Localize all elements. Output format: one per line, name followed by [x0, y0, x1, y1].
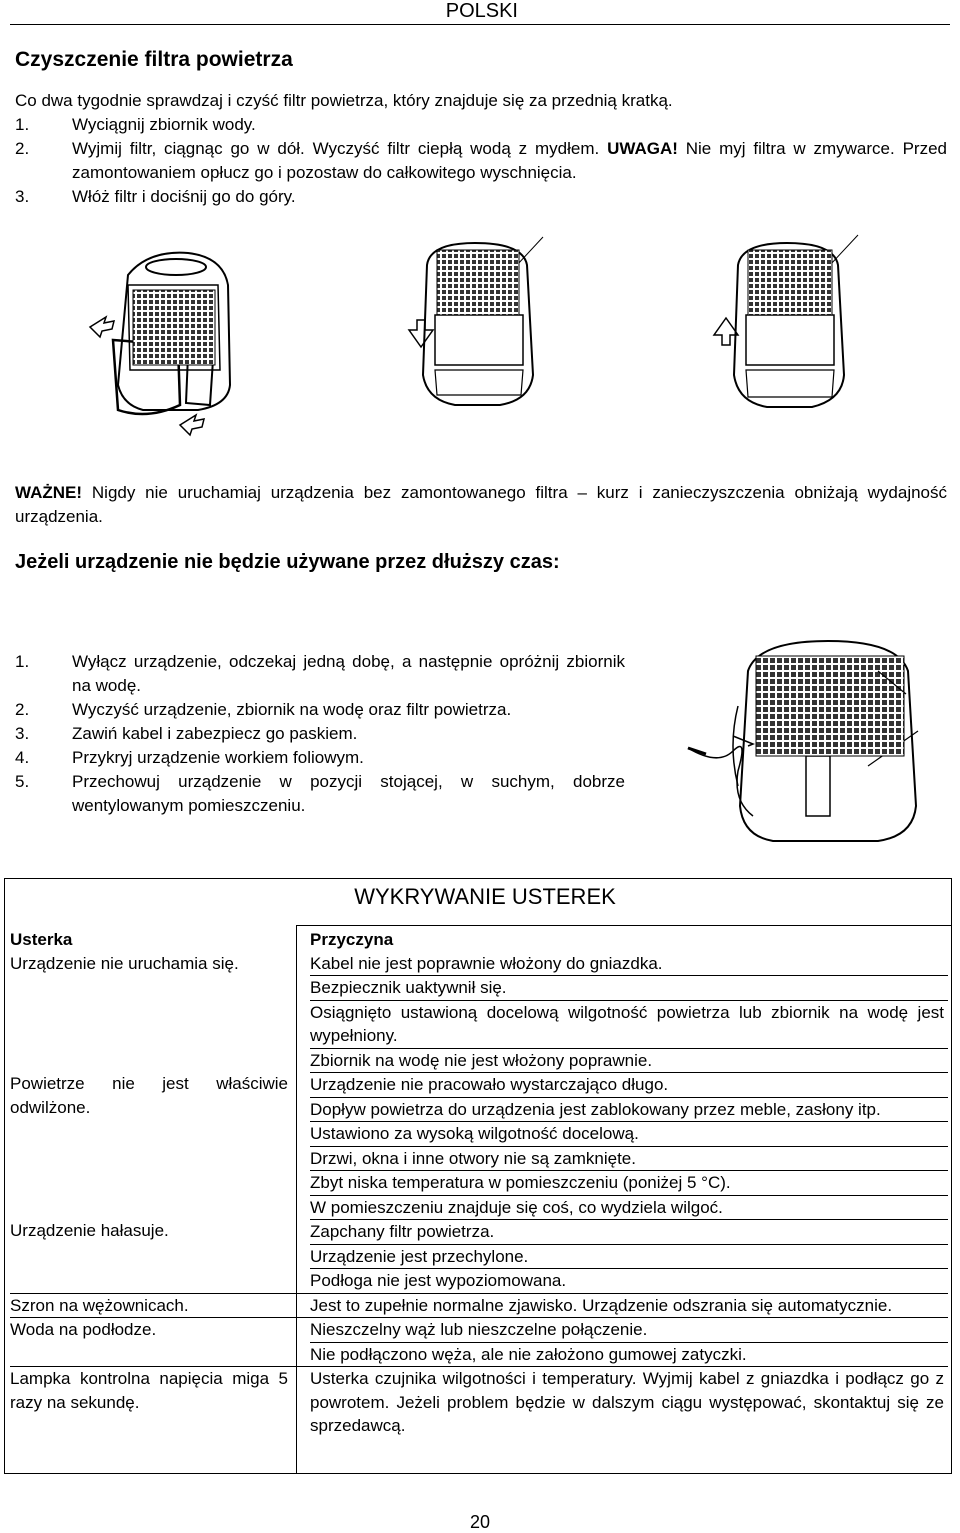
cleaning-intro: Co dwa tygodnie sprawdzaj i czyść filtr powietrza, który znajduje się za przednią kratką. [15, 91, 673, 110]
issue-cell: Urządzenie hałasuje. [10, 1221, 169, 1240]
filter-pull-down-illustration [405, 235, 550, 410]
cleaning-step-1: 1. Wyciągnij zbiornik wody. [15, 115, 256, 134]
storage-step-5: 5. Przechowuj urządzenie w pozycji stojącej, w suchym, dobrze wentylowanym pomieszczeniu. [15, 772, 625, 815]
filter-push-up-illustration [712, 235, 862, 415]
issue-cell: Powietrze nie jest właściwie odwilżone. [10, 1074, 288, 1117]
header-rule [10, 24, 950, 25]
header-issue: Usterka [10, 930, 73, 949]
warning-label: UWAGA! [607, 139, 678, 158]
issue-cell: Woda na podłodze. [10, 1318, 300, 1367]
table-row [10, 1219, 948, 1293]
important-note: WAŻNE! Nigdy nie uruchamiaj urządzenia bez zamontowanego filtra – kurz i zanieczyszczenia obniżają wydajność urządzenia. [15, 483, 947, 526]
cause-cell: Zapchany filtr powietrza. Urządzenie jest przechylone. Podłoga nie jest wypoziomowana. [300, 1219, 948, 1293]
filter-removal-illustration [88, 245, 258, 430]
table-row [10, 1367, 948, 1438]
table-row [10, 952, 948, 1073]
cleaning-step-3: 3. Włóż filtr i dociśnij go do góry. [15, 187, 296, 206]
language-label: POLSKI [445, 0, 518, 22]
cause-cell: Jest to zupełnie normalne zjawisko. Urządzenie odszrania się automatycznie. [300, 1293, 948, 1318]
troubleshooting-table [10, 928, 948, 1438]
table-row [10, 1318, 948, 1367]
issue-cell: Urządzenie nie uruchamia się. [10, 953, 239, 973]
cleaning-step-2: 2. Wyjmij filtr, ciągnąc go w dół. Wyczyść filtr ciepłą wodą z mydłem. UWAGA! Nie myj filtra w zmywarce. Przed zamontowaniem opłucz go i pozostaw do całkowitego wyschnięcia. [15, 139, 947, 182]
storage-step-1: 1. Wyłącz urządzenie, odczekaj jedną dobę, a następnie opróżnij zbiornik na wodę. [15, 652, 625, 695]
cable-storage-illustration [678, 636, 928, 851]
cause-cell: Urządzenie nie pracowało wystarczająco długo. Dopływ powietrza do urządzenia jest zablokowany przez meble, zasłony itp. Ustawiono za wysoką wilgotność docelową. Drzwi, okna i inne otwory nie są zamknięte. Zbyt niska temperatura w pomieszczeniu (poniżej 5 °C). W pomieszczeniu znajduje się coś, co wydziela wilgoć. [300, 1072, 948, 1219]
issue-cell: Szron na wężownicach. [10, 1293, 300, 1318]
issue-cell: Lampka kontrolna napięcia miga 5 razy na sekundę. [10, 1367, 300, 1438]
cause-cell: Kabel nie jest poprawnie włożony do gniazdka. Bezpiecznik uaktywnił się. Osiągnięto ustawioną docelową wilgotność powietrza lub zbiornik na wodę jest wypełniony. Zbiornik na wodę nie jest włożony poprawnie. [300, 952, 948, 1073]
storage-step-4: 4. Przykryj urządzenie workiem foliowym. [15, 748, 364, 767]
page-number: 20 [469, 1512, 491, 1532]
header-cause: Przyczyna [310, 930, 394, 949]
storage-step-2: 2. Wyczyść urządzenie, zbiornik na wodę oraz filtr powietrza. [15, 700, 512, 719]
storage-step-3: 3. Zawiń kabel i zabezpiecz go paskiem. [15, 724, 358, 743]
storage-steps [15, 650, 625, 818]
title-divider [296, 925, 952, 926]
troubleshooting-title: WYKRYWANIE USTEREK [354, 884, 616, 909]
storage-title: Jeżeli urządzenie nie będzie używane przez dłuższy czas: [15, 551, 560, 573]
important-label: WAŻNE! [15, 483, 83, 502]
cause-cell: Nieszczelny wąż lub nieszczelne połączenie. Nie podłączono węża, ale nie założono gumowej zatyczki. [300, 1318, 948, 1367]
cleaning-steps [15, 113, 947, 209]
table-header-row [10, 928, 948, 952]
table-row [10, 1293, 948, 1318]
table-row [10, 1072, 948, 1219]
cause-cell: Usterka czujnika wilgotności i temperatury. Wyjmij kabel z gniazdka i podłącz go z powrotem. Jeżeli problem będzie w dalszym ciągu występować, skontaktuj się ze sprzedawcą. [300, 1367, 948, 1438]
cleaning-title: Czyszczenie filtra powietrza [15, 48, 293, 71]
